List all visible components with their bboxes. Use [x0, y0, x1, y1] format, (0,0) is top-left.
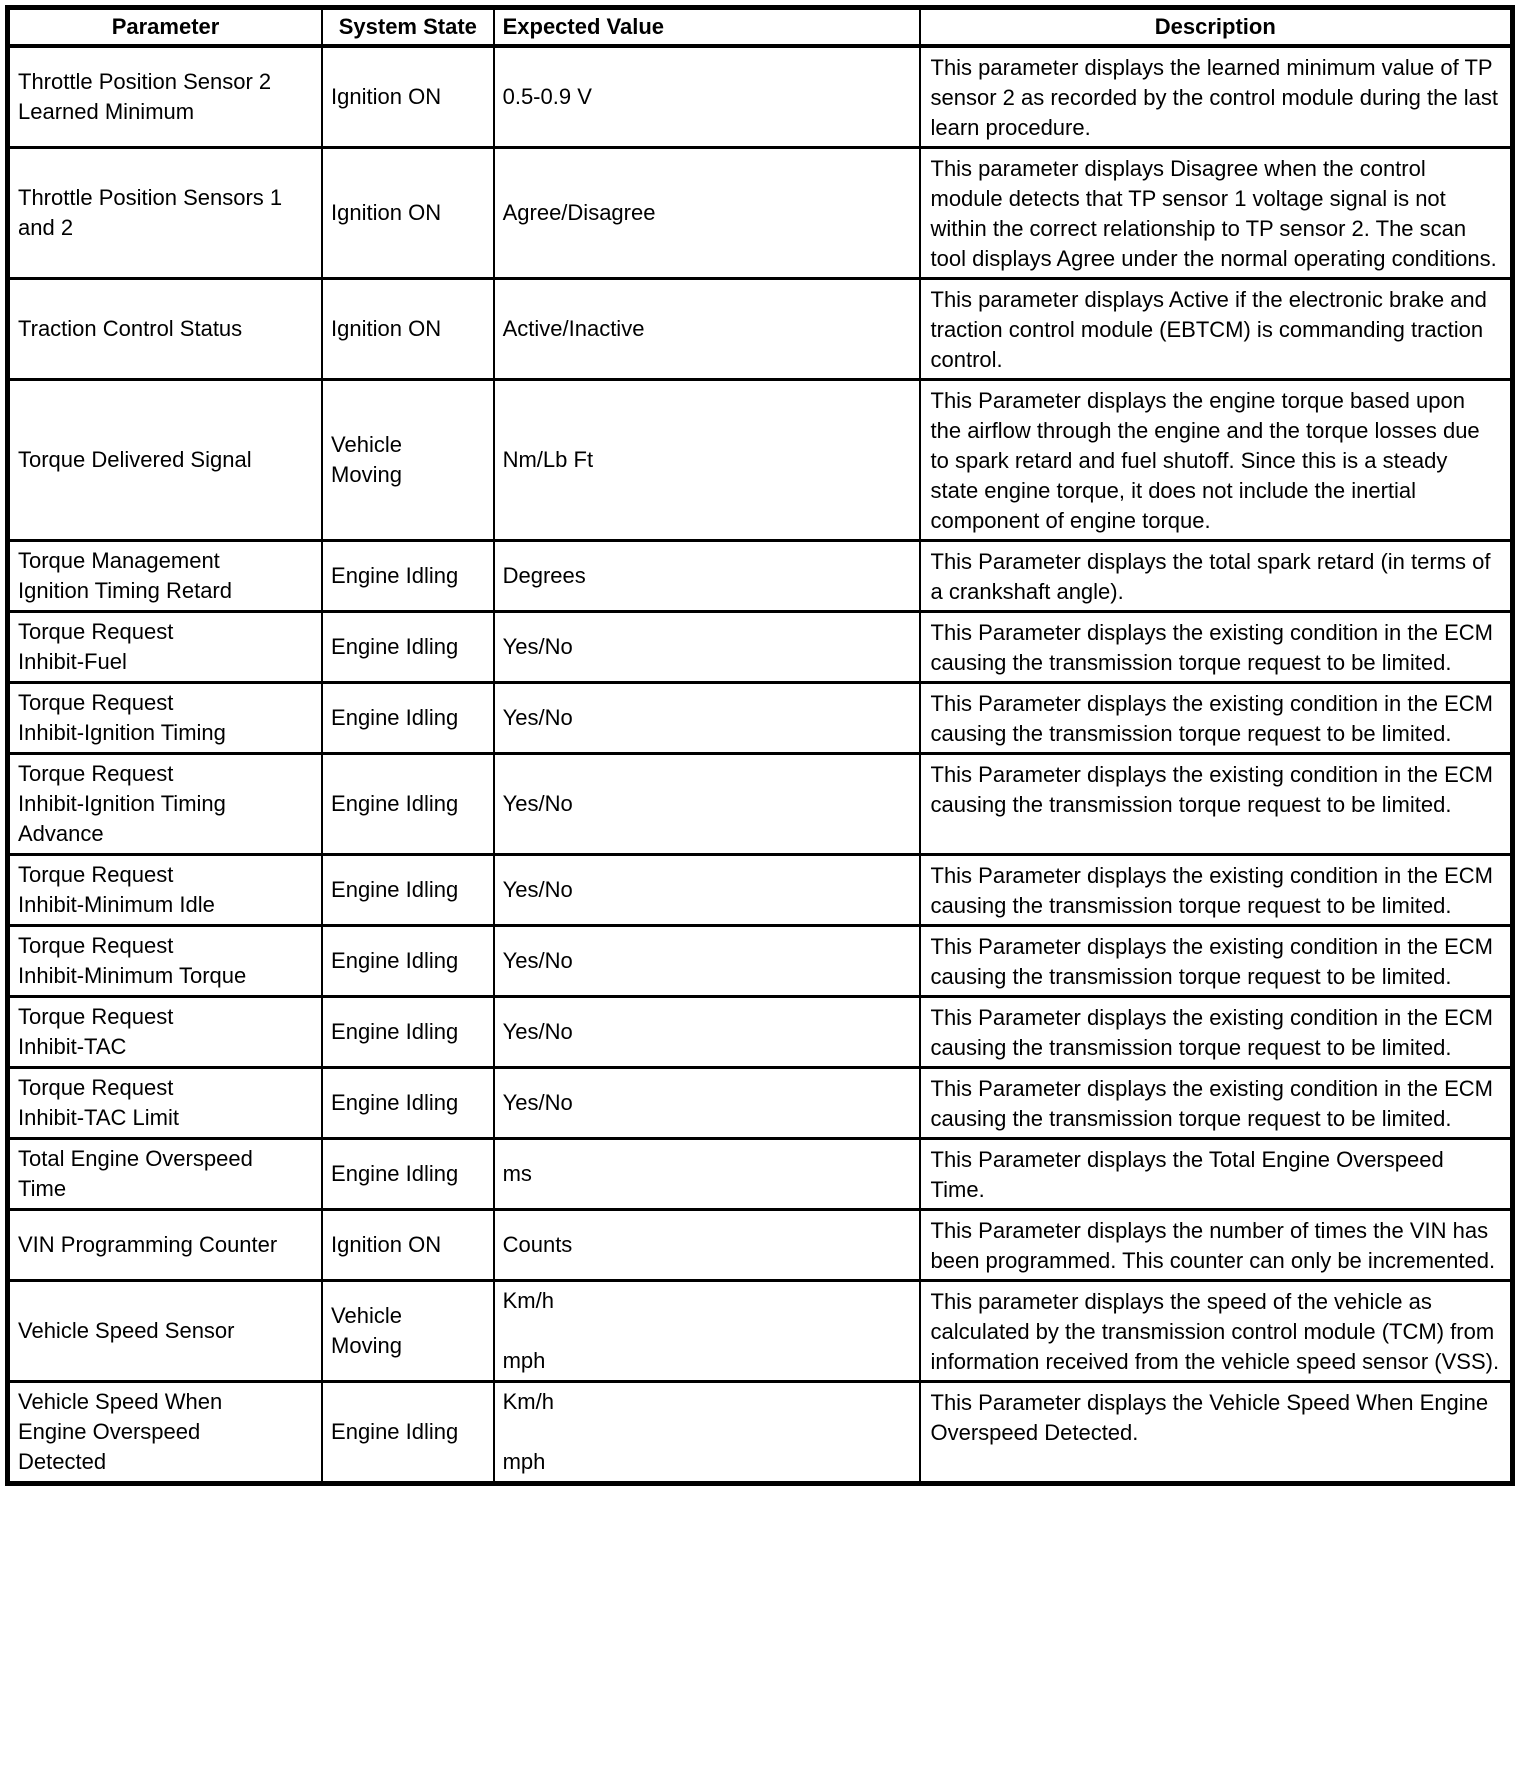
- expected-value-cell: Degrees: [494, 541, 920, 612]
- expected-value-cell: Nm/Lb Ft: [494, 380, 920, 541]
- expected-value-cell: Yes/No: [494, 754, 920, 855]
- description-cell: This parameter displays Disagree when the control module detects that TP sensor 1 voltage signal is not within the correct relationship to TP sensor 2. The scan tool displays Agree under the normal operating conditions.: [920, 148, 1513, 279]
- table-row: [8, 1068, 1513, 1139]
- parameter-cell: Throttle Position Sensors 1 and 2: [8, 148, 323, 279]
- table-row: [8, 541, 1513, 612]
- table-row: [8, 46, 1513, 148]
- parameter-cell: Torque Delivered Signal: [8, 380, 323, 541]
- expected-value-cell: Active/Inactive: [494, 279, 920, 380]
- description-cell: This Parameter displays the existing condition in the ECM causing the transmission torque request to be limited.: [920, 612, 1513, 683]
- table-row: [8, 683, 1513, 754]
- expected-value-cell: ms: [494, 1139, 920, 1210]
- system-state-cell: Engine Idling: [322, 1382, 494, 1484]
- table-row: [8, 1281, 1513, 1382]
- column-header-system-state: System State: [322, 8, 494, 47]
- system-state-cell: Ignition ON: [322, 46, 494, 148]
- parameter-cell: Throttle Position Sensor 2 Learned Minimum: [8, 46, 323, 148]
- parameter-cell: Torque Request Inhibit-TAC: [8, 997, 323, 1068]
- table-row: [8, 926, 1513, 997]
- parameter-cell: VIN Programming Counter: [8, 1210, 323, 1281]
- system-state-cell: Ignition ON: [322, 1210, 494, 1281]
- system-state-cell: Engine Idling: [322, 541, 494, 612]
- system-state-cell: Engine Idling: [322, 855, 494, 926]
- table-row: [8, 1382, 1513, 1484]
- system-state-cell: Engine Idling: [322, 612, 494, 683]
- description-cell: This Parameter displays the number of times the VIN has been programmed. This counter can only be incremented.: [920, 1210, 1513, 1281]
- expected-value-cell: Yes/No: [494, 683, 920, 754]
- table-row: [8, 754, 1513, 855]
- description-cell: This Parameter displays the total spark retard (in terms of a crankshaft angle).: [920, 541, 1513, 612]
- description-cell: This parameter displays Active if the electronic brake and traction control module (EBTCM) is commanding traction control.: [920, 279, 1513, 380]
- expected-value-cell: Yes/No: [494, 997, 920, 1068]
- description-cell: This parameter displays the speed of the vehicle as calculated by the transmission control module (TCM) from information received from the vehicle speed sensor (VSS).: [920, 1281, 1513, 1382]
- description-cell: This Parameter displays the engine torque based upon the airflow through the engine and the torque losses due to spark retard and fuel shutoff. Since this is a steady state engine torque, it does not include the inertial component of engine torque.: [920, 380, 1513, 541]
- table-row: [8, 1139, 1513, 1210]
- system-state-cell: Engine Idling: [322, 683, 494, 754]
- parameter-cell: Vehicle Speed When Engine Overspeed Detected: [8, 1382, 323, 1484]
- parameter-cell: Vehicle Speed Sensor: [8, 1281, 323, 1382]
- system-state-cell: Ignition ON: [322, 279, 494, 380]
- system-state-cell: Engine Idling: [322, 1068, 494, 1139]
- expected-value-cell: Yes/No: [494, 1068, 920, 1139]
- column-header-expected-value: Expected Value: [494, 8, 920, 47]
- system-state-cell: Engine Idling: [322, 926, 494, 997]
- table-row: [8, 855, 1513, 926]
- parameter-cell: Total Engine Overspeed Time: [8, 1139, 323, 1210]
- table-row: [8, 148, 1513, 279]
- header-row: [8, 8, 1513, 47]
- description-cell: This Parameter displays the Vehicle Speed When Engine Overspeed Detected.: [920, 1382, 1513, 1484]
- expected-value-cell: Yes/No: [494, 612, 920, 683]
- column-header-description: Description: [920, 8, 1513, 47]
- expected-value-cell: Km/h mph: [494, 1382, 920, 1484]
- expected-value-cell: Counts: [494, 1210, 920, 1281]
- description-cell: This Parameter displays the existing condition in the ECM causing the transmission torque request to be limited.: [920, 683, 1513, 754]
- parameter-cell: Torque Request Inhibit-Ignition Timing: [8, 683, 323, 754]
- column-header-parameter: Parameter: [8, 8, 323, 47]
- parameter-cell: Torque Request Inhibit-Minimum Torque: [8, 926, 323, 997]
- table-row: [8, 612, 1513, 683]
- description-cell: This Parameter displays the existing condition in the ECM causing the transmission torque request to be limited.: [920, 926, 1513, 997]
- system-state-cell: Vehicle Moving: [322, 380, 494, 541]
- scan-tool-parameter-table: [5, 5, 1515, 1486]
- description-cell: This Parameter displays the existing condition in the ECM causing the transmission torque request to be limited.: [920, 855, 1513, 926]
- expected-value-cell: 0.5-0.9 V: [494, 46, 920, 148]
- parameter-cell: Torque Request Inhibit-Minimum Idle: [8, 855, 323, 926]
- table-row: [8, 1210, 1513, 1281]
- expected-value-cell: Yes/No: [494, 926, 920, 997]
- description-cell: This Parameter displays the existing condition in the ECM causing the transmission torque request to be limited.: [920, 754, 1513, 855]
- description-cell: This Parameter displays the Total Engine Overspeed Time.: [920, 1139, 1513, 1210]
- parameter-cell: Torque Request Inhibit-TAC Limit: [8, 1068, 323, 1139]
- description-cell: This Parameter displays the existing condition in the ECM causing the transmission torque request to be limited.: [920, 1068, 1513, 1139]
- description-cell: This parameter displays the learned minimum value of TP sensor 2 as recorded by the control module during the last learn procedure.: [920, 46, 1513, 148]
- parameter-cell: Torque Request Inhibit-Fuel: [8, 612, 323, 683]
- parameter-cell: Traction Control Status: [8, 279, 323, 380]
- table-row: [8, 279, 1513, 380]
- description-cell: This Parameter displays the existing condition in the ECM causing the transmission torque request to be limited.: [920, 997, 1513, 1068]
- system-state-cell: Engine Idling: [322, 754, 494, 855]
- table-row: [8, 997, 1513, 1068]
- system-state-cell: Ignition ON: [322, 148, 494, 279]
- parameter-cell: Torque Management Ignition Timing Retard: [8, 541, 323, 612]
- expected-value-cell: Yes/No: [494, 855, 920, 926]
- system-state-cell: Vehicle Moving: [322, 1281, 494, 1382]
- system-state-cell: Engine Idling: [322, 1139, 494, 1210]
- expected-value-cell: Agree/Disagree: [494, 148, 920, 279]
- table-body: [8, 46, 1513, 1484]
- parameter-cell: Torque Request Inhibit-Ignition Timing Advance: [8, 754, 323, 855]
- expected-value-cell: Km/h mph: [494, 1281, 920, 1382]
- table-row: [8, 380, 1513, 541]
- system-state-cell: Engine Idling: [322, 997, 494, 1068]
